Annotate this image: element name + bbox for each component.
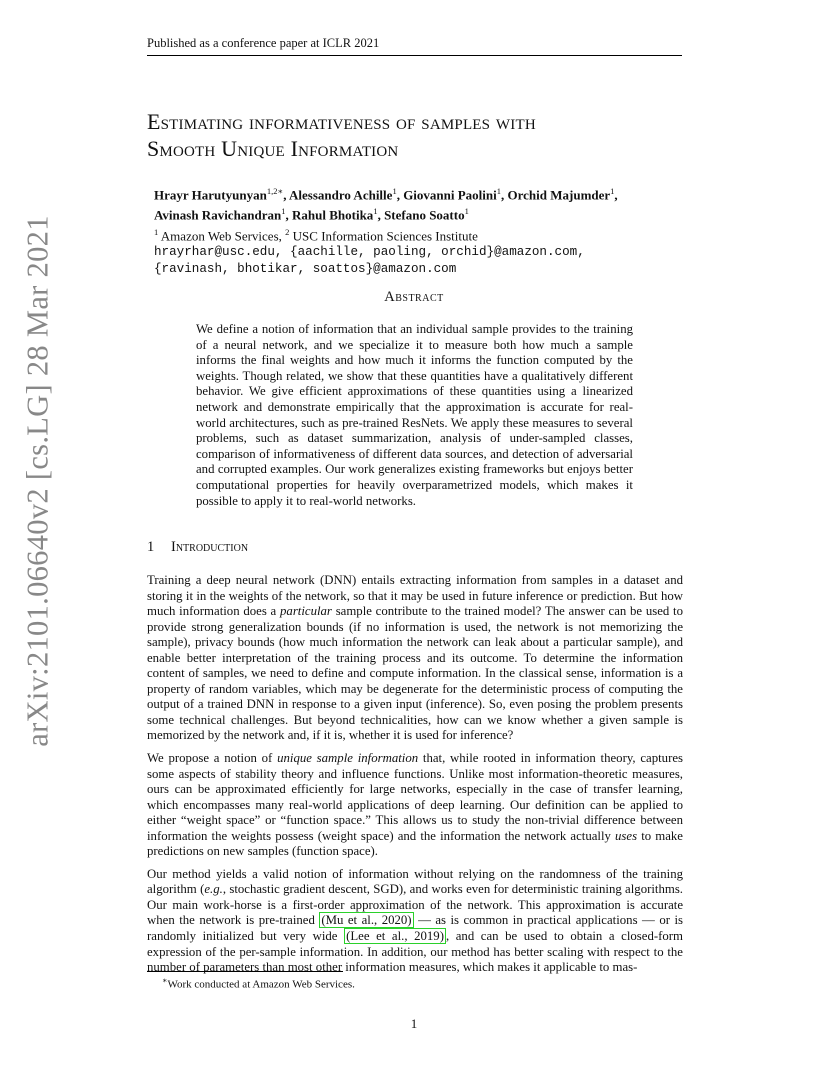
intro-paragraph-2: We propose a notion of unique sample information that, while rooted in information theory, captures some aspects of stability theory and influence functions. Unlike most information-theoretic measures, ours can be approximated efficiently for large networks, especially in the case of transfer learning, which encompasses many real-world applications of deep learning. Our definition can be applied to either “weight space” or “function space.” This allows us to study the non-trivial difference between information the weights possess (weight space) and the information the network actually uses to make predictions on new samples (function space). xyxy=(147,751,684,859)
author-affil-mark: 1 xyxy=(392,186,397,196)
affiliation-2: USC Information Sciences Institute xyxy=(292,227,478,243)
footnote xyxy=(162,976,355,991)
running-header: Published as a conference paper at ICLR 2021 xyxy=(147,36,682,56)
author-name: Orchid Majumder xyxy=(507,187,611,203)
author-names-line-1: Hrayr Harutyunyan$^{1,2∗}$, Alessandro Achille$^1$, Giovanni Paolini$^1$, Orchid Majumder$^1$, xyxy=(154,186,618,203)
author-names-line-2: Avinash Ravichandran$^1$, Rahul Bhotika$^1$, Stefano Soatto$^1$ xyxy=(154,206,469,223)
footnote-mark: ∗ xyxy=(162,976,168,985)
author-affil-mark: 1 xyxy=(281,206,286,217)
author-name: Stefano Soatto xyxy=(384,207,465,223)
author-block xyxy=(154,183,694,278)
abstract-heading: Abstract xyxy=(384,289,444,305)
footnote-rule xyxy=(147,971,343,972)
author-affil-mark: 1 xyxy=(464,206,469,217)
author-affil-mark: 1 xyxy=(610,186,615,196)
intro-paragraph-3: Our method yields a valid notion of information without relying on the randomness of the training algorithm (e.g., stochastic gradient descent, SGD), and works even for deterministic training algorithms. Our main work-horse is a first-order approximation of the network. This approximation is accurate when the network is pre-trained (Mu et al., 2020) — as is common in practical applications — or is randomly initialized but very wide (Lee et al., 2019) , and can be used to obtain a closed-form expression of the per-sample information. In addition, our method has better scaling with respect to the number of parameters than most other information measures, which makes it applicable to mas- xyxy=(147,866,683,975)
section-title: Introduction xyxy=(171,539,249,555)
title-line-1: Estimating informativeness of samples with xyxy=(147,109,536,134)
author-name: Giovanni Paolini xyxy=(403,187,497,203)
citation-link[interactable]: (Mu et al., 2020) xyxy=(321,913,412,928)
author-name: Alessandro Achille xyxy=(289,187,393,203)
intro-body xyxy=(147,573,683,983)
affiliation-1: Amazon Web Services, xyxy=(160,227,282,243)
page-number: 1 xyxy=(410,1016,418,1031)
email-line-1: hrayrhar@usc.edu, {aachille, paoling, orchid}@amazon.com, xyxy=(154,244,585,259)
footnote-text: Work conducted at Amazon Web Services. xyxy=(167,978,355,991)
abstract-text: We define a notion of information that an individual sample provides to the training of a neural network, and we specialize it to measure both how much a sample informs the final weights and how much it informs the function computed by the weights. Though related, we show that these quantities have a qualitatively different behavior. We give efficient approximations of these quantities using a linearized network and demonstrate empirically that the approximation is accurate for real-world architectures, such as pre-trained ResNets. We apply these measures to several problems, such as dataset summarization, analysis of under-sampled classes, comparison of informativeness of different data sources, and detection of adversarial and corrupted examples. Our work generalizes existing frameworks but enjoys better computational properties for heavily overparametrized models, which makes it possible to apply it to real-world networks. xyxy=(196,322,633,508)
title-line-2: Smooth Unique Information xyxy=(147,136,399,161)
author-affil-mark: 1 xyxy=(373,206,378,217)
email-line-2: {ravinash, bhotikar, soattos}@amazon.com xyxy=(154,261,457,276)
author-name: Rahul Bhotika xyxy=(292,207,374,223)
author-affil-mark: 1 xyxy=(496,186,501,196)
author-affil-mark: 1,2∗ xyxy=(266,186,284,196)
arxiv-stamp: arXiv:2101.06640v2 [cs.LG] 28 Mar 2021 xyxy=(20,215,55,747)
intro-paragraph-1: Training a deep neural network (DNN) entails extracting information from samples in a dataset and storing it in the weights of the network, so that it may be used in future inference or prediction. But how much information does a particular sample contribute to the trained model? The answer can be used to provide strong generalization bounds (if no information is used, the network is not memorizing the sample), privacy bounds (how much information the network can leak about a particular sample), and enable better interpretation of the training process and its outcome. To determine the information content of samples, we need to define and compute information. In the classical sense, information is a property of random variables, which may be degenerate for the deterministic process of computing the output of a trained DNN in response to a given input (inference). So, even posing the problem presents some technical challenges. But beyond technicalities, how can we know whether a given sample is memorized by the network and, if it is, whether it is used for inference? xyxy=(147,573,684,743)
paper-title xyxy=(147,108,707,162)
affiliations: $^1$ Amazon Web Services, $^2$ USC Information Sciences Institute xyxy=(154,226,478,243)
citation-link[interactable]: (Lee et al., 2019) xyxy=(346,929,444,944)
section-number: 1 xyxy=(147,539,155,555)
author-name: Avinash Ravichandran xyxy=(154,207,282,223)
author-name: Hrayr Harutyunyan xyxy=(154,187,267,203)
section-heading xyxy=(147,539,248,556)
